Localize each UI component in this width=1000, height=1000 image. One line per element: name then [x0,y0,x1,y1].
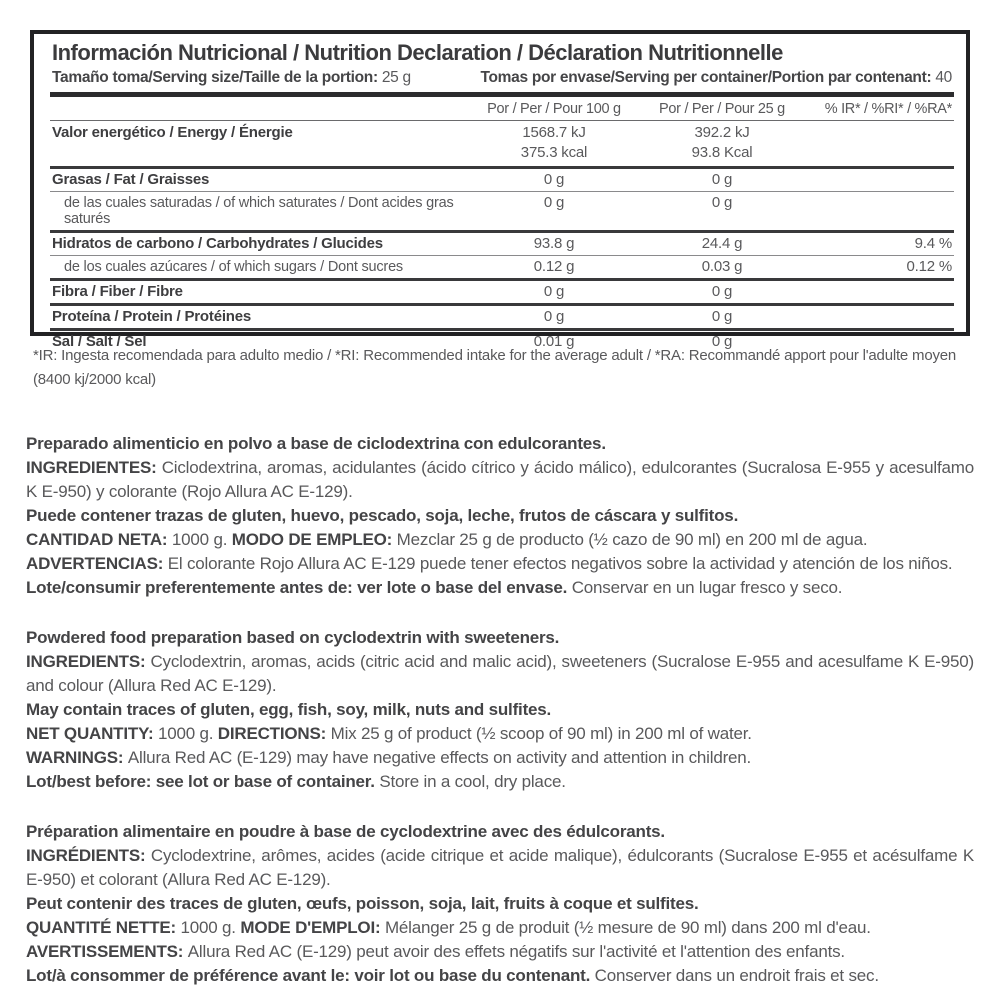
value-per-25g: 0 g [711,333,733,350]
value-per-100g: 93.8 g [533,235,575,252]
nutrient-label: Sal / Salt / Sel [52,333,147,350]
label-paragraph: AVERTISSEMENTS: Allura Red AC (E-129) peut avoir des effets négatifs sur l'activité et l'attention des enfants. [26,942,845,961]
column-header-per-25g: Por / Per / Pour 25 g [659,101,785,117]
nutrition-rows [50,120,954,353]
label-paragraph: INGREDIENTES: Ciclodextrina, aromas, acidulantes (ácido cítrico y ácido málico), edulcorantes (Sucralosa E-955 y acesulfamo K E-950) y colorante (Rojo Allura AC E-129). [26,458,974,501]
value-per-25g: 24.4 g [701,235,743,252]
servings-per-container-value: 40 [935,69,952,86]
serving-info-row [50,68,954,91]
value-per-25g: 0 g [711,308,733,325]
nutrient-label: Valor energético / Energy / Énergie [52,124,293,141]
value-percent-ri [806,179,954,184]
servings-per-container [481,69,953,87]
table-row [50,230,954,255]
value-per-25g: 392.2 kJ 93.8 Kcal [691,124,753,161]
column-header-percent-ri: % IR* / %RI* / %RA* [824,101,952,117]
label-paragraph: Preparado alimenticio en polvo a base de ciclodextrina con edulcorantes. [26,434,606,453]
value-per-100g: 0 g [543,283,565,300]
label-paragraph: NET QUANTITY: 1000 g. DIRECTIONS: Mix 25 g of product (½ scoop of 90 ml) in 200 ml of water. [26,724,752,743]
value-per-25g: 0 g [711,171,733,188]
nutrient-label: de las cuales saturadas / of which saturates / Dont acides gras saturés [64,195,454,227]
value-per-100g: 0.01 g [533,333,575,350]
label-paragraph: Powdered food preparation based on cyclodextrin with sweeteners. [26,628,560,647]
value-per-100g: 0.12 g [533,258,575,275]
label-paragraph: ADVERTENCIAS: El colorante Rojo Allura AC E-129 puede tener efectos negativos sobre la actividad y atención de los niños. [26,554,953,573]
value-per-100g: 0 g [543,171,565,188]
value-percent-ri: 9.4 % [914,235,952,252]
nutrient-label: de los cuales azúcares / of which sugars / Dont sucres [64,259,403,275]
value-per-100g: 0 g [543,194,565,211]
value-percent-ri [806,202,954,207]
table-row [50,120,954,166]
label-paragraph: INGREDIENTS: Cyclodextrin, aromas, acids (citric acid and malic acid), sweeteners (Sucralose E-955 and acesulfame K E-950) and colour (Allura Red AC E-129). [26,652,974,695]
column-header-per-100g: Por / Per / Pour 100 g [487,101,621,117]
nutrition-facts-table [30,30,970,350]
table-row [50,191,954,230]
ingredients-english [26,626,974,794]
reference-intake-footnote: *IR: Ingesta recomendada para adulto medio / *RI: Recommended intake for the average adult / *RA: Recommandé apport pour l'adulte moyen (8400 kj/2000 kcal) [33,347,957,388]
serving-size-label: Tamaño toma/Serving size/Taille de la portion: [52,69,378,86]
value-per-100g: 1568.7 kJ 375.3 kcal [520,124,588,161]
nutrition-table-title: Información Nutricional / Nutrition Declaration / Déclaration Nutritionnelle [52,40,783,65]
label-paragraph: May contain traces of gluten, egg, fish, soy, milk, nuts and sulfites. [26,700,552,719]
label-paragraph: CANTIDAD NETA: 1000 g. MODO DE EMPLEO: Mezclar 25 g de producto (½ cazo de 90 ml) en 200 ml de agua. [26,530,868,549]
servings-per-container-label: Tomas por envase/Serving per container/Portion par contenant: [480,69,932,86]
serving-size [52,69,411,87]
nutrient-label: Fibra / Fiber / Fibre [52,283,183,300]
label-paragraph: Puede contener trazas de gluten, huevo, pescado, soja, leche, frutos de cáscara y sulfitos. [26,506,739,525]
table-row [50,255,954,278]
value-per-100g: 0 g [543,308,565,325]
nutrient-label: Grasas / Fat / Graisses [52,171,210,188]
label-paragraph: Lot/à consommer de préférence avant le: voir lot ou base du contenant. Conserver dans un endroit frais et sec. [26,966,879,985]
nutrient-label: Proteína / Protein / Protéines [52,308,252,325]
ingredients-spanish [26,432,974,600]
nutrient-label: Hidratos de carbono / Carbohydrates / Glucides [52,235,383,252]
label-paragraph: Lot/best before: see lot or base of container. Store in a cool, dry place. [26,772,566,791]
value-per-25g: 0.03 g [701,258,743,275]
label-paragraph: Lote/consumir preferentemente antes de: ver lote o base del envase. Conservar en un lugar fresco y seco. [26,578,843,597]
value-percent-ri [806,291,954,296]
value-percent-ri: 0.12 % [906,258,952,275]
table-row [50,278,954,303]
label-paragraph: Peut contenir des traces de gluten, œufs, poisson, soja, lait, fruits à coque et sulfites. [26,894,699,913]
value-per-25g: 0 g [711,194,733,211]
value-percent-ri [806,316,954,321]
label-paragraph: INGRÉDIENTS: Cyclodextrine, arômes, acides (acide citrique et acide malique), édulcorants (Sucralose E-955 et acésulfame K E-950) et colorant (Allura Red AC E-129). [26,846,974,889]
value-percent-ri [806,132,954,137]
table-column-headers [50,97,954,120]
label-paragraph: WARNINGS: Allura Red AC (E-129) may have negative effects on activity and attention in children. [26,748,752,767]
table-row [50,303,954,328]
label-paragraph: QUANTITÉ NETTE: 1000 g. MODE D'EMPLOI: Mélanger 25 g de produit (½ mesure de 90 ml) dans 200 ml d'eau. [26,918,871,937]
table-row [50,166,954,191]
serving-size-value: 25 g [381,69,411,86]
ingredients-french [26,820,974,988]
label-paragraph: Préparation alimentaire en poudre à base de cyclodextrine avec des édulcorants. [26,822,665,841]
value-per-25g: 0 g [711,283,733,300]
